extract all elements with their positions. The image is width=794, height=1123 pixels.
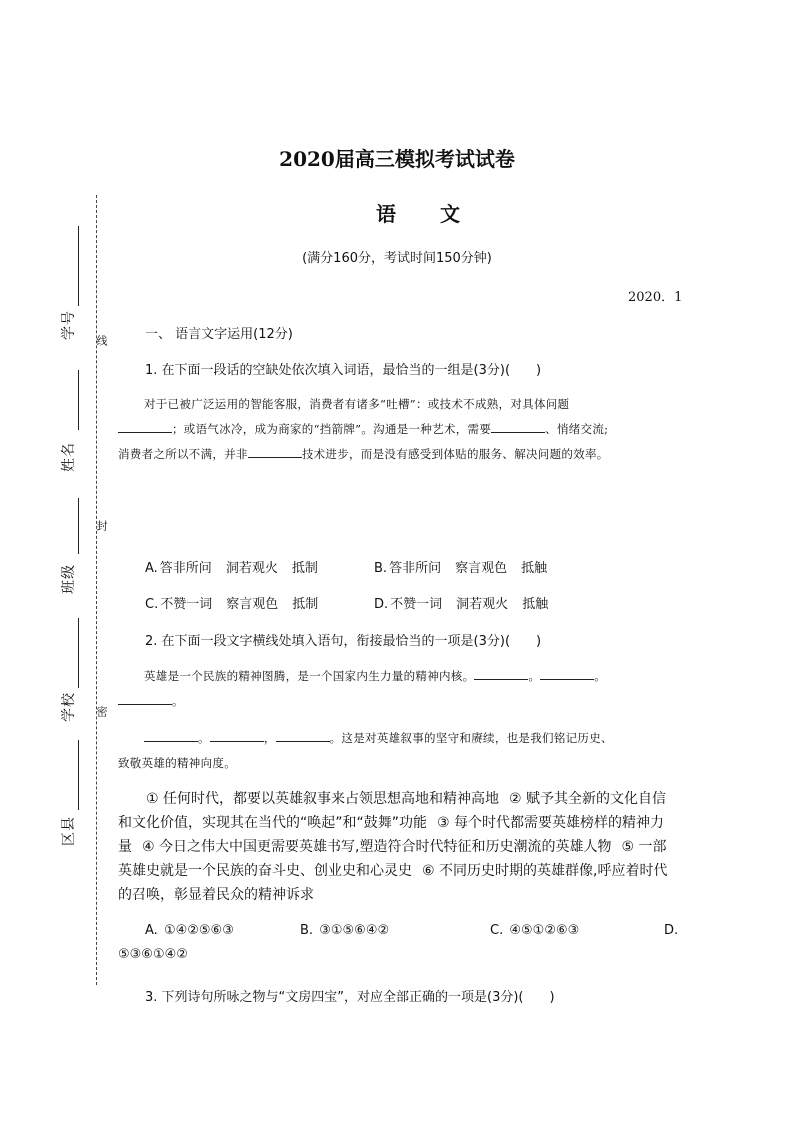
q1-option-d[interactable] (374, 593, 548, 612)
exam-note: (满分160分，考试时间150分钟) (302, 251, 492, 266)
option-word: 抵触 (522, 597, 549, 612)
q2-passage-line-3: 。 ， 。这是对英雄叙事的坚守和赓续，也是我们铭记历史、 (118, 726, 678, 751)
q1-passage-text: 、悄绪交流; (545, 422, 609, 436)
class-label: 班级 (61, 564, 77, 594)
q1-option-b[interactable] (374, 557, 547, 576)
option-label: B. (374, 561, 388, 576)
q2-passage-line-2: 。 (118, 689, 678, 714)
q2-passage-line-4: 致敬英雄的精神向度。 (118, 756, 236, 770)
blank (248, 445, 302, 458)
blank (540, 667, 594, 680)
q1-passage-line-3 (118, 442, 678, 467)
exam-title: 2020届高三模拟考试试卷 (279, 147, 515, 171)
district-label: 区县 (61, 816, 77, 846)
option-word: 答非所问 (389, 561, 442, 576)
q2-option-a[interactable] (145, 923, 234, 938)
exam-date: 2020．1 (628, 290, 683, 305)
option-word: 洞若观火 (456, 597, 509, 612)
q2-option-d-value[interactable]: ⑤③⑥①④② (118, 947, 188, 962)
q2-sentence-4: ④ 今日之伟大中国更需要英雄书写,塑造符合时代特征和历史潮流的英雄人物 (142, 839, 612, 855)
q2-sentence-1: ① 任何时代，都要以英雄叙事来占领思想高地和精神高地 (146, 791, 500, 807)
q1-option-a[interactable] (145, 557, 318, 576)
option-word: 抵制 (291, 561, 318, 576)
section-heading: 一、 语言文字运用(12分) (145, 327, 293, 342)
option-label: A. (145, 561, 158, 576)
blank (276, 729, 330, 742)
student-id-blank (78, 226, 79, 306)
subject-char-2: 文 (440, 202, 460, 226)
option-label: D. (374, 597, 389, 612)
option-label: B. (300, 923, 314, 938)
q2-passage-text: 英雄是一个民族的精神图腾，是一个国家内生力量的精神内核。 (144, 669, 475, 683)
student-id-label: 学号 (61, 310, 77, 340)
q2-sentence-5: ⑤ 一部英雄史就是一个民族的奋斗史、创业史和心灵史 (118, 839, 667, 879)
blank (210, 729, 264, 742)
q1-passage-line-1: 对于已被广泛运用的智能客服，消费者有诸多“吐槽”：或技术不成熟，对具体问题 (144, 397, 570, 411)
blank (118, 692, 172, 705)
cut-mark-line: 线 (95, 335, 108, 346)
q2-stem: 2. 在下面一段文字横线处填入语句，衔接最恰当的一项是(3分)( ) (145, 634, 542, 649)
q1-passage-line-2 (118, 417, 678, 442)
q2-passage-text: 。这是对英雄叙事的坚守和赓续，也是我们铭记历史、 (329, 731, 613, 745)
blank (118, 420, 172, 433)
option-word: 洞若观火 (225, 561, 278, 576)
blank (491, 420, 545, 433)
q1-passage (118, 392, 678, 467)
blank (474, 667, 528, 680)
option-word: 察言观色 (455, 561, 508, 576)
option-word: 不赞一词 (160, 597, 213, 612)
option-value: ①④②⑤⑥③ (163, 923, 234, 938)
option-label: C. (145, 597, 159, 612)
subject-char-1: 语 (376, 202, 396, 226)
q2-sentence-2: ② 赋予其全新的文化自信和文化价值，实现其在当代的“唤起”和“鼓舞”功能 (118, 791, 667, 831)
name-label: 姓名 (61, 442, 77, 472)
option-value: ③①⑤⑥④② (319, 923, 390, 938)
q2-option-b[interactable] (300, 923, 389, 938)
option-word: 抵制 (292, 597, 319, 612)
option-word: 察言观色 (226, 597, 279, 612)
option-label: A. (145, 923, 158, 938)
q1-stem: 1. 在下面一段话的空缺处依次填入词语，最恰当的一组是(3分)( ) (145, 363, 542, 378)
q3-stem: 3. 下列诗句所咏之物与“文房四宝”，对应全部正确的一项是(3分)( ) (145, 990, 555, 1005)
q2-sentence-6: ⑥ 不同历史时期的英雄群像,呼应着时代的召唤，彰显着民众的精神诉求 (118, 863, 668, 903)
q1-option-c[interactable] (145, 593, 318, 612)
q2-passage-cont (118, 726, 678, 776)
option-word: 答非所问 (159, 561, 212, 576)
q1-passage-text: 消费者之所以不满，并非 (118, 447, 248, 461)
school-label: 学校 (61, 692, 77, 722)
cut-mark-seal: 封 (95, 520, 108, 531)
q2-sentence-3: ③ 每个时代都需要英雄榜样的精神力量 (118, 815, 665, 855)
option-value: ④⑤①②⑥③ (509, 923, 580, 938)
district-blank (78, 740, 79, 810)
cut-mark-secret: 密 (95, 706, 108, 717)
q2-sentences (118, 787, 680, 907)
class-blank (78, 498, 79, 554)
option-word: 抵触 (521, 561, 548, 576)
option-label: C. (490, 923, 504, 938)
school-blank (78, 618, 79, 688)
name-blank (78, 370, 79, 430)
q2-option-c[interactable] (490, 923, 579, 938)
q2-passage-line-1: 英雄是一个民族的精神图腾，是一个国家内生力量的精神内核。 。 。 (144, 669, 607, 683)
q1-passage-text: ；或语气冰冷，成为商家的“挡箭牌”。沟通是一种艺术，需要 (172, 422, 492, 436)
option-word: 不赞一词 (390, 597, 443, 612)
q2-option-d-label[interactable]: D. (664, 923, 679, 938)
blank (144, 729, 198, 742)
q1-passage-text: 技术进步，而是没有感受到体贴的服务、解决问题的效率。 (301, 447, 609, 461)
q2-passage (118, 664, 678, 714)
binding-dashed-line (96, 195, 97, 985)
